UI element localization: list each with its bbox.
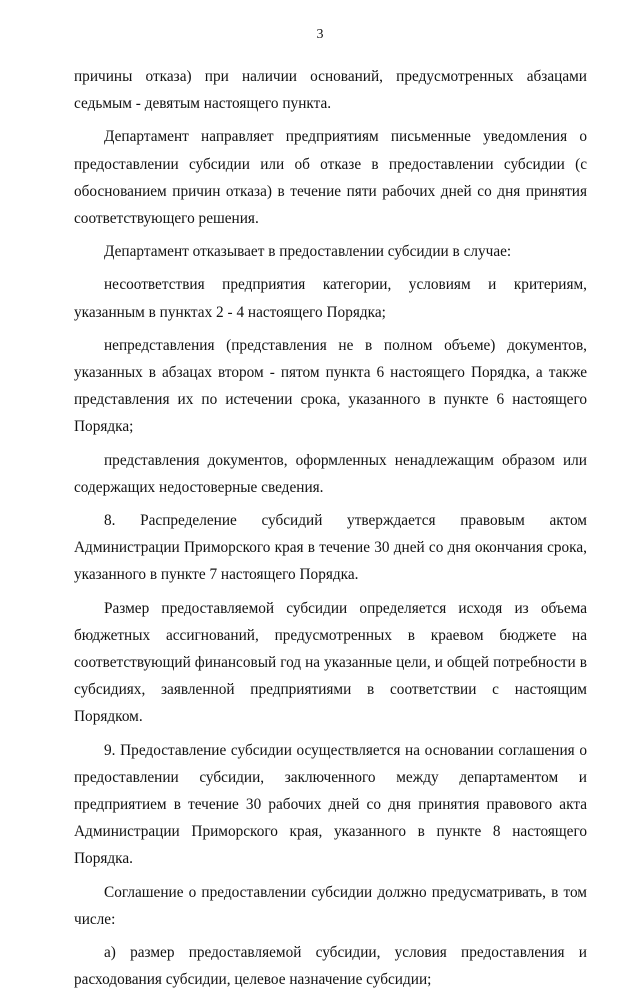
paragraph: представления документов, оформленных ненадлежащим образом или содержащих недостоверные сведения. bbox=[74, 451, 587, 496]
paragraph: 9. Предоставление субсидии осуществляется на основании соглашения о предоставлении субсидии, заключенного между департаментом и предприятием в течение 30 рабочих дней со дня принятия правового акта Администрации Приморского края, указанного в пункте 8 настоящего Порядка. bbox=[74, 741, 587, 868]
paragraph: причины отказа) при наличии оснований, предусмотренных абзацами седьмым - девятым настоящего пункта. bbox=[74, 68, 587, 113]
paragraph: несоответствия предприятия категории, условиям и критериям, указанным в пунктах 2 - 4 настоящего Порядка; bbox=[74, 276, 587, 321]
paragraph: Соглашение о предоставлении субсидии должно предусматривать, в том числе: bbox=[74, 883, 587, 928]
paragraph: Размер предоставляемой субсидии определяется исходя из объема бюджетных ассигнований, предусмотренных в краевом бюджете на соответствующий финансовый год на указанные цели, и общей потребности в субсидиях, заявленной предприятиями в соответствии с настоящим Порядком. bbox=[74, 599, 587, 726]
paragraph: Департамент отказывает в предоставлении субсидии в случае: bbox=[104, 243, 512, 261]
paragraph: а) размер предоставляемой субсидии, условия предоставления и расходования субсидии, целевое назначение субсидии; bbox=[74, 944, 587, 989]
paragraph: непредставления (представления не в полном объеме) документов, указанных в абзацах втором - пятом пункта 6 настоящего Порядка, а также представления их по истечении срока, указанного в пункте 6 настоящего Порядка; bbox=[74, 336, 587, 436]
paragraph: 8. Распределение субсидий утверждается правовым актом Администрации Приморского края в течение 30 дней со дня окончания срока, указанного в пункте 7 настоящего Порядка. bbox=[74, 512, 587, 584]
page-number: 3 bbox=[316, 27, 324, 42]
paragraph: Департамент направляет предприятиям письменные уведомления о предоставлении субсидии или об отказе в предоставлении субсидии (с обоснованием причин отказа) в течение пяти рабочих дней со дня принятия соответствующего решения. bbox=[74, 128, 587, 228]
document-body bbox=[74, 63, 587, 994]
